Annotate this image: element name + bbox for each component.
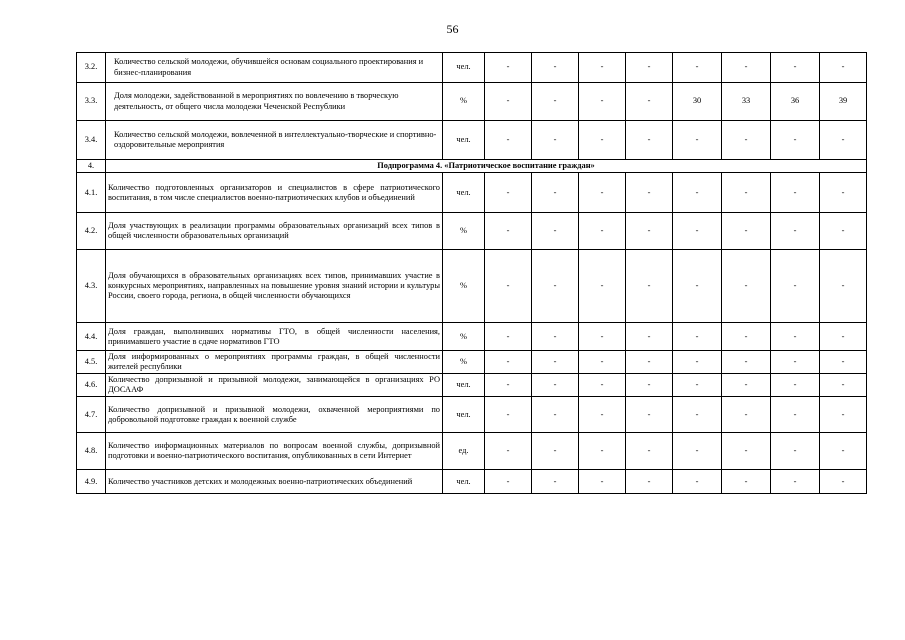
value-cell: - (626, 121, 673, 160)
value-cell: - (532, 433, 579, 470)
value-cell: - (626, 213, 673, 250)
value-cell: - (722, 433, 771, 470)
value-cell: - (485, 250, 532, 323)
row-number: 3.4. (77, 121, 106, 160)
table-row (77, 53, 867, 83)
unit-cell: чел. (443, 374, 485, 397)
value-cell: - (485, 121, 532, 160)
table-row (77, 250, 867, 323)
value-cell: - (626, 173, 673, 213)
indicator-description: Количество сельской молодежи, обучившейся основам социального проектирования и бизнес-планирования (106, 53, 443, 83)
value-cell: - (579, 433, 626, 470)
row-number: 4. (77, 160, 106, 173)
table-row (77, 173, 867, 213)
value-cell: - (532, 250, 579, 323)
value-cell: - (579, 351, 626, 374)
page-number: 56 (446, 22, 459, 36)
row-number: 3.3. (77, 83, 106, 121)
table-row (77, 213, 867, 250)
value-cell: - (626, 250, 673, 323)
value-cell: - (626, 323, 673, 351)
indicator-description: Доля граждан, выполнивших нормативы ГТО, в общей численности населения, принимавшего участие в сдаче нормативов ГТО (106, 323, 443, 351)
value-cell: - (771, 351, 820, 374)
value-cell: - (820, 53, 867, 83)
value-cell: - (579, 213, 626, 250)
value-cell: - (579, 323, 626, 351)
indicator-description: Количество сельской молодежи, вовлеченной в интеллектуально-творческие и спортивно-оздоровительные мероприятия (106, 121, 443, 160)
value-cell: - (673, 213, 722, 250)
value-cell: - (771, 323, 820, 351)
value-cell: - (771, 250, 820, 323)
value-cell: - (485, 470, 532, 494)
value-cell: - (626, 83, 673, 121)
section-row (77, 160, 867, 173)
value-cell: - (673, 470, 722, 494)
value-cell: - (722, 213, 771, 250)
value-cell: - (673, 173, 722, 213)
value-cell: - (579, 470, 626, 494)
value-cell: - (820, 250, 867, 323)
table-row (77, 433, 867, 470)
indicator-description: Количество допризывной и призывной молодежи, охваченной мероприятиями по добровольной подготовке граждан к военной службе (106, 397, 443, 433)
unit-cell: чел. (443, 173, 485, 213)
value-cell: - (532, 213, 579, 250)
indicator-description: Доля обучающихся в образовательных организациях всех типов, принимавших участие в конкурсных мероприятиях, направленных на повышение уровня знаний истории и культуры России, своего города, региона, в общей численности обучающихся (106, 250, 443, 323)
value-cell: - (771, 470, 820, 494)
row-number: 4.5. (77, 351, 106, 374)
value-cell: - (485, 83, 532, 121)
indicator-description: Доля участвующих в реализации программы образовательных организаций всех типов в общей численности образовательных организаций (106, 213, 443, 250)
unit-cell: чел. (443, 470, 485, 494)
unit-cell: ед. (443, 433, 485, 470)
value-cell: - (771, 433, 820, 470)
row-number: 4.7. (77, 397, 106, 433)
table-row (77, 374, 867, 397)
value-cell: - (579, 173, 626, 213)
value-cell: - (626, 374, 673, 397)
value-cell: - (626, 351, 673, 374)
value-cell: - (771, 213, 820, 250)
row-number: 3.2. (77, 53, 106, 83)
value-cell: - (820, 121, 867, 160)
row-number: 4.2. (77, 213, 106, 250)
table-body (77, 53, 867, 494)
value-cell: - (532, 374, 579, 397)
value-cell: - (485, 433, 532, 470)
value-cell: - (532, 323, 579, 351)
value-cell: - (722, 250, 771, 323)
value-cell: - (820, 374, 867, 397)
value-cell: - (673, 53, 722, 83)
value-cell: - (626, 53, 673, 83)
unit-cell: чел. (443, 53, 485, 83)
value-cell: - (485, 397, 532, 433)
value-cell: - (485, 323, 532, 351)
unit-cell: чел. (443, 121, 485, 160)
value-cell: - (673, 397, 722, 433)
value-cell: - (579, 397, 626, 433)
value-cell: - (485, 53, 532, 83)
value-cell: - (820, 470, 867, 494)
value-cell: - (771, 374, 820, 397)
value-cell: - (722, 323, 771, 351)
value-cell: - (820, 351, 867, 374)
row-number: 4.3. (77, 250, 106, 323)
value-cell: - (820, 213, 867, 250)
value-cell: - (485, 374, 532, 397)
unit-cell: чел. (443, 397, 485, 433)
unit-cell: % (443, 250, 485, 323)
row-number: 4.9. (77, 470, 106, 494)
value-cell: - (722, 173, 771, 213)
unit-cell: % (443, 351, 485, 374)
unit-cell: % (443, 323, 485, 351)
value-cell: - (485, 213, 532, 250)
row-number: 4.6. (77, 374, 106, 397)
value-cell: - (532, 173, 579, 213)
row-number: 4.8. (77, 433, 106, 470)
value-cell: - (722, 351, 771, 374)
indicator-description: Количество допризывной и призывной молодежи, занимающейся в организациях РО ДОСААФ (106, 374, 443, 397)
value-cell: - (626, 470, 673, 494)
unit-cell: % (443, 213, 485, 250)
table-row (77, 83, 867, 121)
value-cell: - (722, 397, 771, 433)
value-cell: - (722, 374, 771, 397)
value-cell: - (579, 83, 626, 121)
value-cell: - (532, 397, 579, 433)
value-cell: - (771, 397, 820, 433)
value-cell: - (820, 173, 867, 213)
value-cell: - (820, 433, 867, 470)
value-cell: - (673, 374, 722, 397)
table-row (77, 121, 867, 160)
value-cell: - (579, 250, 626, 323)
value-cell: - (532, 470, 579, 494)
indicator-description: Количество участников детских и молодежных военно-патриотических объединений (106, 470, 443, 494)
value-cell: - (626, 433, 673, 470)
section-title: Подпрограмма 4. «Патриотическое воспитание граждан» (106, 160, 867, 173)
value-cell: - (626, 397, 673, 433)
value-cell: - (722, 121, 771, 160)
value-cell: - (532, 121, 579, 160)
value-cell: - (579, 53, 626, 83)
value-cell: - (673, 323, 722, 351)
value-cell: - (673, 433, 722, 470)
value-cell: - (722, 53, 771, 83)
value-cell: 39 (820, 83, 867, 121)
value-cell: - (532, 83, 579, 121)
value-cell: - (771, 121, 820, 160)
unit-cell: % (443, 83, 485, 121)
value-cell: - (722, 470, 771, 494)
value-cell: - (673, 121, 722, 160)
value-cell: - (673, 250, 722, 323)
value-cell: 36 (771, 83, 820, 121)
value-cell: - (485, 351, 532, 374)
row-number: 4.1. (77, 173, 106, 213)
value-cell: - (485, 173, 532, 213)
indicators-table (76, 52, 867, 494)
table-row (77, 351, 867, 374)
value-cell: - (579, 374, 626, 397)
value-cell: - (820, 397, 867, 433)
table-row (77, 470, 867, 494)
indicator-description: Доля информированных о мероприятиях программы граждан, в общей численности жителей республики (106, 351, 443, 374)
value-cell: - (532, 351, 579, 374)
value-cell: 33 (722, 83, 771, 121)
table-row (77, 397, 867, 433)
value-cell: - (532, 53, 579, 83)
indicator-description: Доля молодежи, задействованной в мероприятиях по вовлечению в творческую деятельность, от общего числа молодежи Чеченской Республики (106, 83, 443, 121)
value-cell: - (771, 53, 820, 83)
value-cell: 30 (673, 83, 722, 121)
indicator-description: Количество подготовленных организаторов и специалистов в сфере патриотического воспитания, в том числе специалистов военно-патриотических клубов и объединений (106, 173, 443, 213)
row-number: 4.4. (77, 323, 106, 351)
table-row (77, 323, 867, 351)
value-cell: - (771, 173, 820, 213)
indicator-description: Количество информационных материалов по вопросам военной службы, допризывной подготовки и военно-патриотического воспитания, опубликованных в сети Интернет (106, 433, 443, 470)
value-cell: - (579, 121, 626, 160)
value-cell: - (820, 323, 867, 351)
value-cell: - (673, 351, 722, 374)
